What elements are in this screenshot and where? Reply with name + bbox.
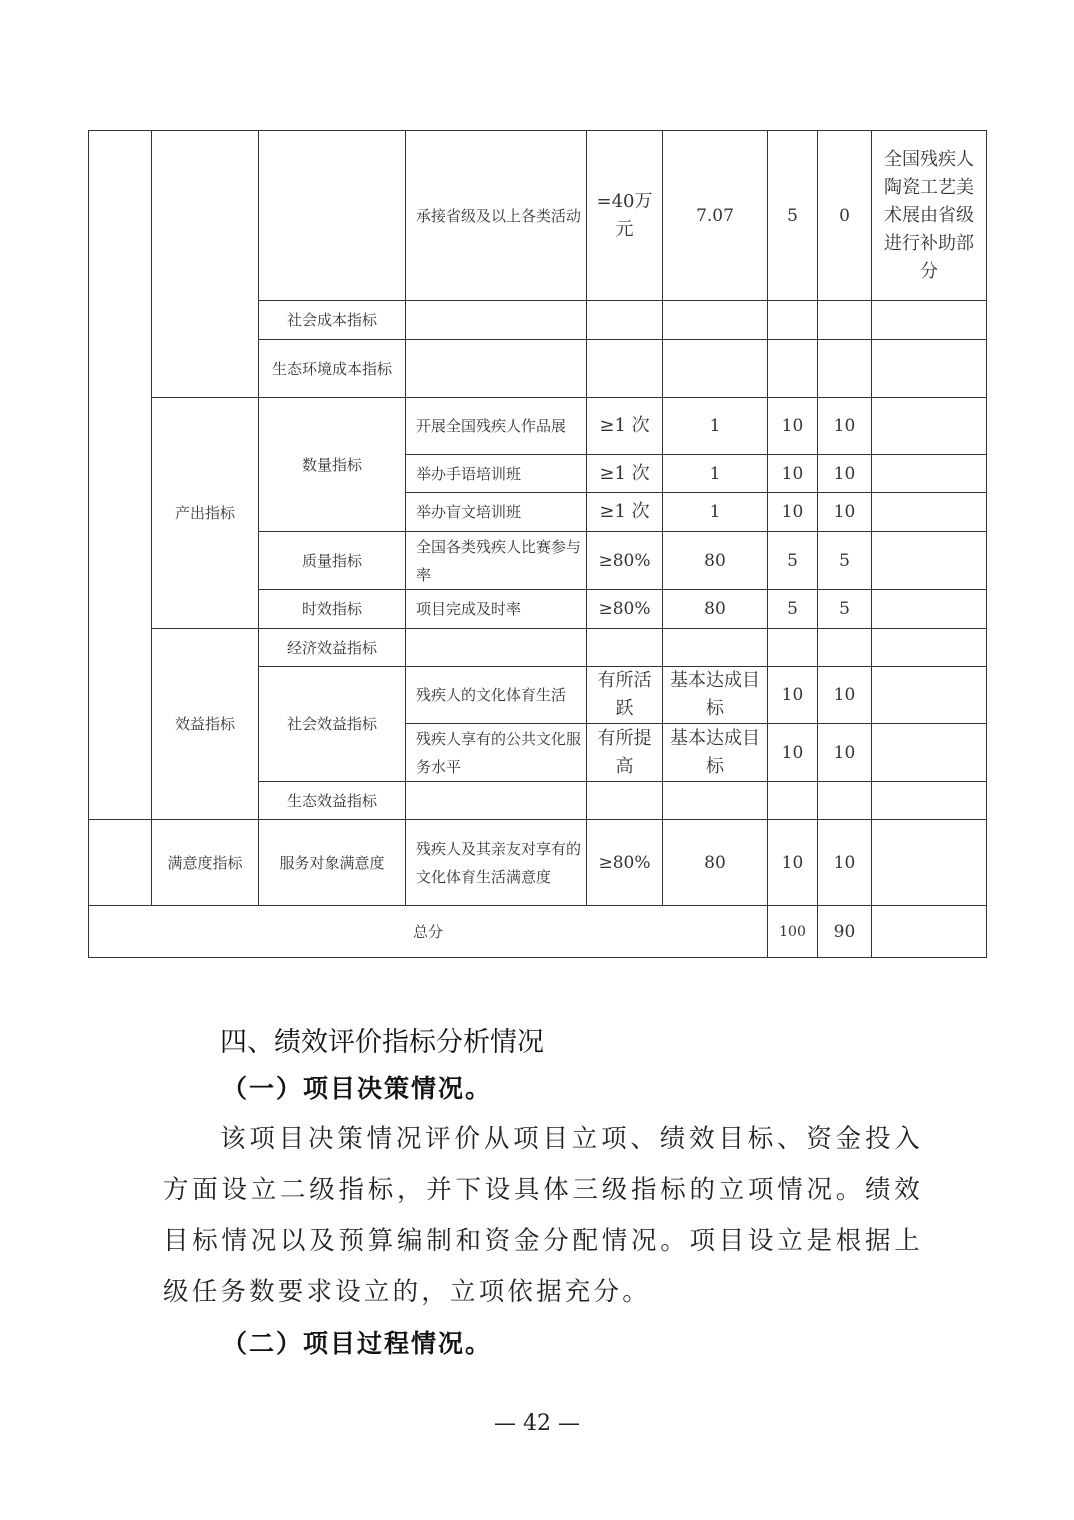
indicator-cell: 开展全国残疾人作品展: [406, 398, 587, 455]
sub-indicator-cell: 生态效益指标: [259, 782, 406, 820]
weight-cell: 5: [768, 131, 818, 301]
sub-indicator-cell: 时效指标: [259, 590, 406, 629]
indicator-cell: 残疾人享有的公共文化服务水平: [406, 724, 587, 782]
sub-indicator-cell: 数量指标: [259, 398, 406, 532]
sub-indicator-cell: 质量指标: [259, 532, 406, 590]
score-cell: 5: [818, 532, 872, 590]
score-cell: 10: [818, 667, 872, 724]
indicator-cell: 举办手语培训班: [406, 455, 587, 493]
note-cell: 全国残疾人陶瓷工艺美术展由省级进行补助部分: [872, 131, 987, 301]
score-cell: 5: [818, 590, 872, 629]
blank-cell: [89, 820, 152, 906]
category-cell: 产出指标: [152, 398, 259, 629]
weight-cell: 10: [768, 724, 818, 782]
sub-indicator-cell: 社会效益指标: [259, 667, 406, 782]
subsection-heading-process: （二）项目过程情况。: [222, 1329, 493, 1358]
weight-cell: 5: [768, 532, 818, 590]
sub-indicator-cell: 生态环境成本指标: [259, 340, 406, 398]
actual-cell: 80: [663, 820, 768, 906]
indicator-cell: 承接省级及以上各类活动: [406, 131, 587, 301]
actual-cell: 7.07: [663, 131, 768, 301]
weight-cell: 10: [768, 820, 818, 906]
weight-cell: 10: [768, 493, 818, 532]
section-heading: 四、绩效评价指标分析情况: [220, 1027, 544, 1058]
target-cell: ≥1 次: [587, 493, 663, 532]
score-cell: 0: [818, 131, 872, 301]
category-cell: 满意度指标: [152, 820, 259, 906]
target-cell: ≥1 次: [587, 455, 663, 493]
sub-indicator-cell: 社会成本指标: [259, 301, 406, 340]
target-cell: =40万元: [587, 131, 663, 301]
actual-cell: 1: [663, 398, 768, 455]
target-cell: ≥80%: [587, 820, 663, 906]
indicator-cell: 残疾人及其亲友对享有的文化体育生活满意度: [406, 820, 587, 906]
score-cell: 10: [818, 820, 872, 906]
actual-cell: 基本达成目标: [663, 667, 768, 724]
table-row: [89, 820, 987, 906]
score-cell: 10: [818, 724, 872, 782]
sub-indicator-cell: 经济效益指标: [259, 629, 406, 667]
table-row: [89, 131, 987, 301]
actual-cell: 基本达成目标: [663, 724, 768, 782]
target-cell: 有所提高: [587, 724, 663, 782]
score-cell: 10: [818, 455, 872, 493]
blank-cell: [259, 131, 406, 301]
total-row: [89, 906, 987, 958]
table-row: [89, 398, 987, 455]
actual-cell: 80: [663, 590, 768, 629]
target-cell: ≥1 次: [587, 398, 663, 455]
weight-cell: 10: [768, 667, 818, 724]
blank-cell: [152, 131, 259, 398]
score-cell: 10: [818, 493, 872, 532]
actual-cell: 1: [663, 455, 768, 493]
table-row: [89, 629, 987, 667]
target-cell: ≥80%: [587, 532, 663, 590]
paragraph-decision: 该项目决策情况评价从项目立项、绩效目标、资金投入方面设立二级指标，并下设具体三级指标的立项情况。绩效目标情况以及预算编制和资金分配情况。项目设立是根据上级任务数要求设立的，立项依据充分。: [163, 1124, 923, 1307]
weight-cell: 5: [768, 590, 818, 629]
target-cell: ≥80%: [587, 590, 663, 629]
indicator-cell: 全国各类残疾人比赛参与率: [406, 532, 587, 590]
performance-table: [88, 130, 987, 958]
total-weight: 100: [768, 906, 818, 958]
subsection-heading-decision: （一）项目决策情况。: [222, 1074, 493, 1103]
indicator-cell: 举办盲文培训班: [406, 493, 587, 532]
actual-cell: 1: [663, 493, 768, 532]
actual-cell: 80: [663, 532, 768, 590]
weight-cell: 10: [768, 455, 818, 493]
category-cell: 效益指标: [152, 629, 259, 820]
page-number: — 42 —: [494, 1411, 580, 1436]
total-score: 90: [818, 906, 872, 958]
score-cell: 10: [818, 398, 872, 455]
sub-indicator-cell: 服务对象满意度: [259, 820, 406, 906]
indicator-cell: 残疾人的文化体育生活: [406, 667, 587, 724]
blank-cell: [89, 131, 152, 820]
total-label: 总分: [89, 906, 768, 958]
weight-cell: 10: [768, 398, 818, 455]
target-cell: 有所活跃: [587, 667, 663, 724]
indicator-cell: 项目完成及时率: [406, 590, 587, 629]
